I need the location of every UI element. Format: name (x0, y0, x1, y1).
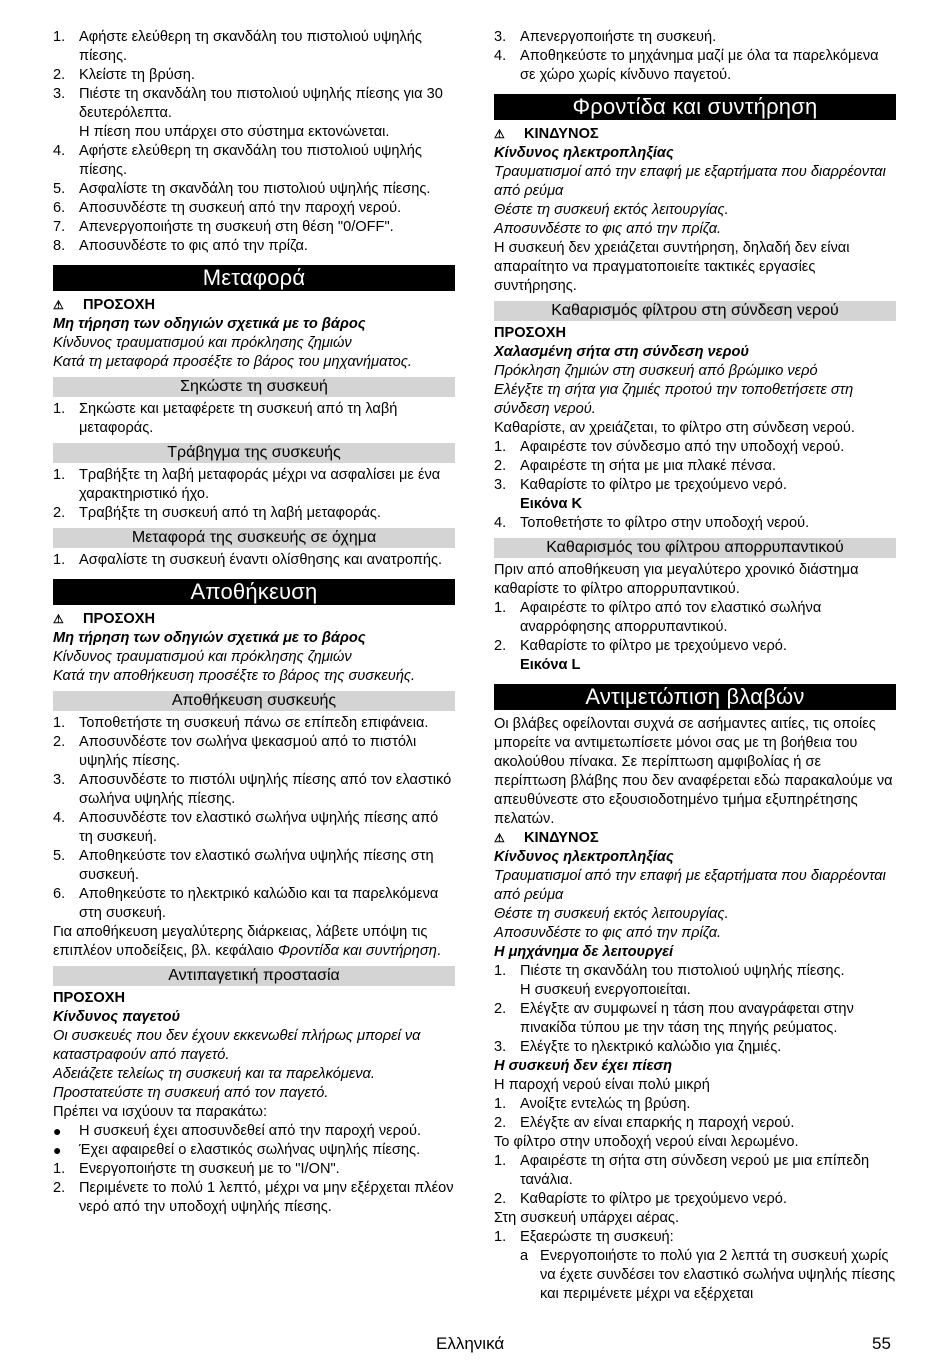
warning-triangle-icon: ⚠ (53, 612, 64, 626)
care-text: Η συσκευή δεν χρειάζεται συντήρηση, δηλαδή δεν είναι απαραίτητο να πραγματοποιείτε τακτικές εργασίες συντήρησης. (494, 240, 850, 294)
footer-language: Ελληνικά (436, 1334, 505, 1353)
warning-title: Μη τήρηση των οδηγιών σχετικά με το βάρος (53, 316, 366, 332)
warning-title: Μη τήρηση των οδηγιών σχετικά με το βάρος (53, 630, 366, 646)
list-item: 2. Τραβήξτε τη συσκευή από τη λαβή μεταφοράς. (53, 505, 381, 521)
danger-label: ⚠ ΚΙΝΔΥΝΟΣ (494, 830, 599, 846)
list-item: 3. Καθαρίστε το φίλτρο με τρεχούμενο νερό. (494, 477, 787, 493)
chapter-reference: Φροντίδα και συντήρηση (277, 943, 437, 959)
subsection-title-pull: Τράβηγμα της συσκευής (53, 443, 455, 463)
list-continuation: Η συσκευή ενεργοποιείται. (520, 982, 691, 998)
subsection-title-frost: Αντιπαγετική προστασία (53, 966, 455, 986)
list-item: 4. Αφήστε ελεύθερη τη σκανδάλη του πιστολιού υψηλής πίεσης. (53, 143, 422, 178)
cause-text: Στη συσκευή υπάρχει αέρας. (494, 1210, 680, 1226)
warning-text: Τραυματισμοί από την επαφή με εξαρτήματα που διαρρέονται από ρεύμα (494, 164, 886, 199)
warning-triangle-icon: ⚠ (494, 127, 505, 141)
warning-text: Ελέγξτε τη σήτα για ζημιές προτού την τοποθετήσετε στη σύνδεση νερού. (494, 382, 854, 417)
cause-text: Το φίλτρο στην υποδοχή νερού είναι λερωμένο. (494, 1134, 799, 1150)
subsection-title-water-filter: Καθαρισμός φίλτρου στη σύνδεση νερού (494, 301, 896, 321)
list-item: 7. Απενεργοποιήστε τη συσκευή στη θέση "0/OFF". (53, 219, 394, 235)
warning-title: Κίνδυνος ηλεκτροπληξίας (494, 145, 674, 161)
warning-text: Κατά την αποθήκευση προσέξτε το βάρος της συσκευής. (53, 668, 416, 684)
warning-triangle-icon: ⚠ (494, 831, 505, 845)
problem-title: Η συσκευή δεν έχει πίεση (494, 1058, 673, 1074)
warning-triangle-icon: ⚠ (53, 298, 64, 312)
warning-title: Χαλασμένη σήτα στη σύνδεση νερού (494, 344, 750, 360)
warning-title: Κίνδυνος ηλεκτροπληξίας (494, 849, 674, 865)
subsection-title-vehicle: Μεταφορά της συσκευής σε όχημα (53, 528, 455, 548)
troubleshooting-intro: Οι βλάβες οφείλονται συχνά σε ασήμαντες αιτίες, τις οποίες μπορείτε να αντιμετωπίσετε μόνοι σας με τη βοήθεια του ακολούθου πίνακα. Σε περίπτωση αμφιβολίας ή σε περίπτωση βλάβης που δεν αναφέρεται εδώ παρακαλούμε να απευθύνεστε στο εξουσιοδοτημένο τμήμα εξυπηρέτησης πελατών. (494, 716, 893, 827)
warning-text: Θέστε τη συσκευή εκτός λειτουργίας. (494, 202, 729, 218)
section-title-troubleshooting: Αντιμετώπιση βλαβών (494, 684, 896, 710)
list-item: 2. Αφαιρέστε τη σήτα με μια πλακέ πένσα. (494, 458, 777, 474)
warning-text: Κίνδυνος τραυματισμού και πρόκλησης ζημιών (53, 335, 352, 351)
sub-list-item: a Ενεργοποιήστε το πολύ για 2 λεπτά τη συσκευή χωρίς να έχετε συνδέσει τον ελαστικό σωλήνα υψηλής πίεσης και περιμένετε μέχρι να εξέρχεται (520, 1248, 896, 1302)
list-item: 4. Αποσυνδέστε τον ελαστικό σωλήνα υψηλής πίεσης από τη συσκευή. (53, 810, 439, 845)
figure-reference: Εικόνα K (520, 496, 583, 512)
list-item: 2. Κλείστε τη βρύση. (53, 67, 195, 83)
list-item: 3. Πιέστε τη σκανδάλη του πιστολιού υψηλής πίεσης για 30 δευτερόλεπτα. (53, 86, 443, 121)
warning-text: Κατά τη μεταφορά προσέξτε το βάρος του μηχανήματος. (53, 354, 412, 370)
list-item: 2. Ελέγξτε αν είναι επαρκής η παροχή νερού. (494, 1115, 795, 1131)
right-column (494, 28, 896, 1304)
list-item: 1. Αφήστε ελεύθερη τη σκανδάλη του πιστολιού υψηλής πίεσης. (53, 29, 422, 64)
list-item: 2. Καθαρίστε το φίλτρο με τρεχούμενο νερό. (494, 1191, 787, 1207)
warning-text: Θέστε τη συσκευή εκτός λειτουργίας. (494, 906, 729, 922)
cause-text: Η παροχή νερού είναι πολύ μικρή (494, 1077, 710, 1093)
list-item: 1. Ενεργοποιήστε τη συσκευή με το "I/ON". (53, 1161, 340, 1177)
detergent-text: Πριν από αποθήκευση για μεγαλύτερο χρονικό διάστημα καθαρίστε το φίλτρο απορρυπαντικού. (494, 562, 859, 597)
figure-reference: Εικόνα L (520, 657, 581, 673)
page-number: 55 (872, 1334, 891, 1353)
list-item: 2. Καθαρίστε το φίλτρο με τρεχούμενο νερό. (494, 638, 787, 654)
warning-text: Κίνδυνος τραυματισμού και πρόκλησης ζημιών (53, 649, 352, 665)
list-item: 6. Αποσυνδέστε τη συσκευή από την παροχή νερού. (53, 200, 402, 216)
warning-title: Κίνδυνος παγετού (53, 1009, 181, 1025)
bullet-item: ● Έχει αφαιρεθεί ο ελαστικός σωλήνας υψηλής πίεσης. (53, 1142, 421, 1158)
list-item: 1. Αφαιρέστε τη σήτα στη σύνδεση νερού με μια επίπεδη τανάλια. (494, 1153, 870, 1188)
warning-text: Αποσυνδέστε το φις από την πρίζα. (494, 221, 722, 237)
left-column (53, 28, 455, 1217)
list-item: 3. Απενεργοποιήστε τη συσκευή. (494, 29, 717, 45)
warning-text: Αδειάζετε τελείως τη συσκευή και τα παρελκόμενα. (53, 1066, 375, 1082)
list-item: 4. Τοποθετήστε το φίλτρο στην υποδοχή νερού. (494, 515, 810, 531)
list-item: 5. Αποθηκεύστε τον ελαστικό σωλήνα υψηλής πίεσης στη συσκευή. (53, 848, 434, 883)
problem-title: Η μηχάνημα δε λειτουργεί (494, 944, 674, 960)
list-item: 1. Σηκώστε και μεταφέρετε τη συσκευή από τη λαβή μεταφοράς. (53, 401, 398, 436)
list-item: 3. Αποσυνδέστε το πιστόλι υψηλής πίεσης από τον ελαστικό σωλήνα υψηλής πίεσης. (53, 772, 452, 807)
warning-text: Αποσυνδέστε το φις από την πρίζα. (494, 925, 722, 941)
subsection-title-detergent-filter: Καθαρισμός του φίλτρου απορρυπαντικού (494, 538, 896, 558)
bullet-dot-icon: ● (53, 1123, 62, 1139)
list-item: 8. Αποσυνδέστε το φις από την πρίζα. (53, 238, 308, 254)
list-item: 1. Τοποθετήστε τη συσκευή πάνω σε επίπεδη επιφάνεια. (53, 715, 429, 731)
list-item: 4. Αποθηκεύστε το μηχάνημα μαζί με όλα τα παρελκόμενα σε χώρο χωρίς κίνδυνο παγετού. (494, 48, 879, 83)
list-item: 1. Αφαιρέστε το φίλτρο από τον ελαστικό σωλήνα αναρρόφησης απορρυπαντικού. (494, 600, 822, 635)
list-item: 2. Αποσυνδέστε τον σωλήνα ψεκασμού από το πιστόλι υψηλής πίεσης. (53, 734, 417, 769)
list-item: 1. Εξαερώστε τη συσκευή: (494, 1229, 674, 1245)
warning-text: Προστατεύστε τη συσκευή από τον παγετό. (53, 1085, 329, 1101)
warning-label: ⚠ ΠΡΟΣΟΧΗ (53, 297, 156, 313)
subsection-title-storage-device: Αποθήκευση συσκευής (53, 691, 455, 711)
storage-note: Για αποθήκευση μεγαλύτερης διάρκειας, λάβετε υπόψη τις επιπλέον υποδείξεις, βλ. κεφάλαιο Φροντίδα και συντήρηση. (53, 924, 441, 959)
danger-label: ⚠ ΚΙΝΔΥΝΟΣ (494, 126, 599, 142)
list-item: 1. Ασφαλίστε τη συσκευή έναντι ολίσθησης και ανατροπής. (53, 552, 443, 568)
subsection-title-lift: Σηκώστε τη συσκευή (53, 377, 455, 397)
list-item: 1. Πιέστε τη σκανδάλη του πιστολιού υψηλής πίεσης. (494, 963, 845, 979)
requirements-text: Πρέπει να ισχύουν τα παρακάτω: (53, 1104, 267, 1120)
list-continuation: Η πίεση που υπάρχει στο σύστημα εκτονώνεται. (79, 124, 390, 140)
list-item: 3. Ελέγξτε το ηλεκτρικό καλώδιο για ζημιές. (494, 1039, 782, 1055)
bullet-item: ● Η συσκευή έχει αποσυνδεθεί από την παροχή νερού. (53, 1123, 422, 1139)
warning-text: Πρόκληση ζημιών στη συσκευή από βρώμικο νερό (494, 363, 818, 379)
list-s1 (53, 28, 455, 256)
warning-text: Οι συσκευές που δεν έχουν εκκενωθεί πλήρως μπορεί να καταστραφούν από παγετό. (53, 1028, 421, 1063)
list-item: 1. Τραβήξτε τη λαβή μεταφοράς μέχρι να ασφαλίσει με ένα χαρακτηριστικό ήχο. (53, 467, 441, 502)
section-title-storage: Αποθήκευση (53, 579, 455, 605)
list-item: 2. Ελέγξτε αν συμφωνεί η τάση που αναγράφεται στην πινακίδα τύπου με την τάση της πηγής ρεύματος. (494, 1001, 854, 1036)
list-item: 6. Αποθηκεύστε το ηλεκτρικό καλώδιο και τα παρελκόμενα στη συσκευή. (53, 886, 439, 921)
warning-label: ΠΡΟΣΟΧΗ (53, 990, 126, 1006)
list-item: 5. Ασφαλίστε τη σκανδάλη του πιστολιού υψηλής πίεσης. (53, 181, 431, 197)
bullet-dot-icon: ● (53, 1142, 62, 1158)
warning-text: Τραυματισμοί από την επαφή με εξαρτήματα που διαρρέονται από ρεύμα (494, 868, 886, 903)
warning-label: ⚠ ΠΡΟΣΟΧΗ (53, 611, 156, 627)
warning-label: ΠΡΟΣΟΧΗ (494, 325, 567, 341)
section-title-care: Φροντίδα και συντήρηση (494, 94, 896, 120)
list-item: 2. Περιμένετε το πολύ 1 λεπτό, μέχρι να μην εξέρχεται πλέον νερό από την υποδοχή υψηλής πίεσης. (53, 1180, 454, 1215)
list-item: 1. Αφαιρέστε τον σύνδεσμο από την υποδοχή νερού. (494, 439, 845, 455)
section-title-transport: Μεταφορά (53, 265, 455, 291)
filter-text: Καθαρίστε, αν χρειάζεται, το φίλτρο στη σύνδεση νερού. (494, 420, 855, 436)
list-item: 1. Ανοίξτε εντελώς τη βρύση. (494, 1096, 691, 1112)
